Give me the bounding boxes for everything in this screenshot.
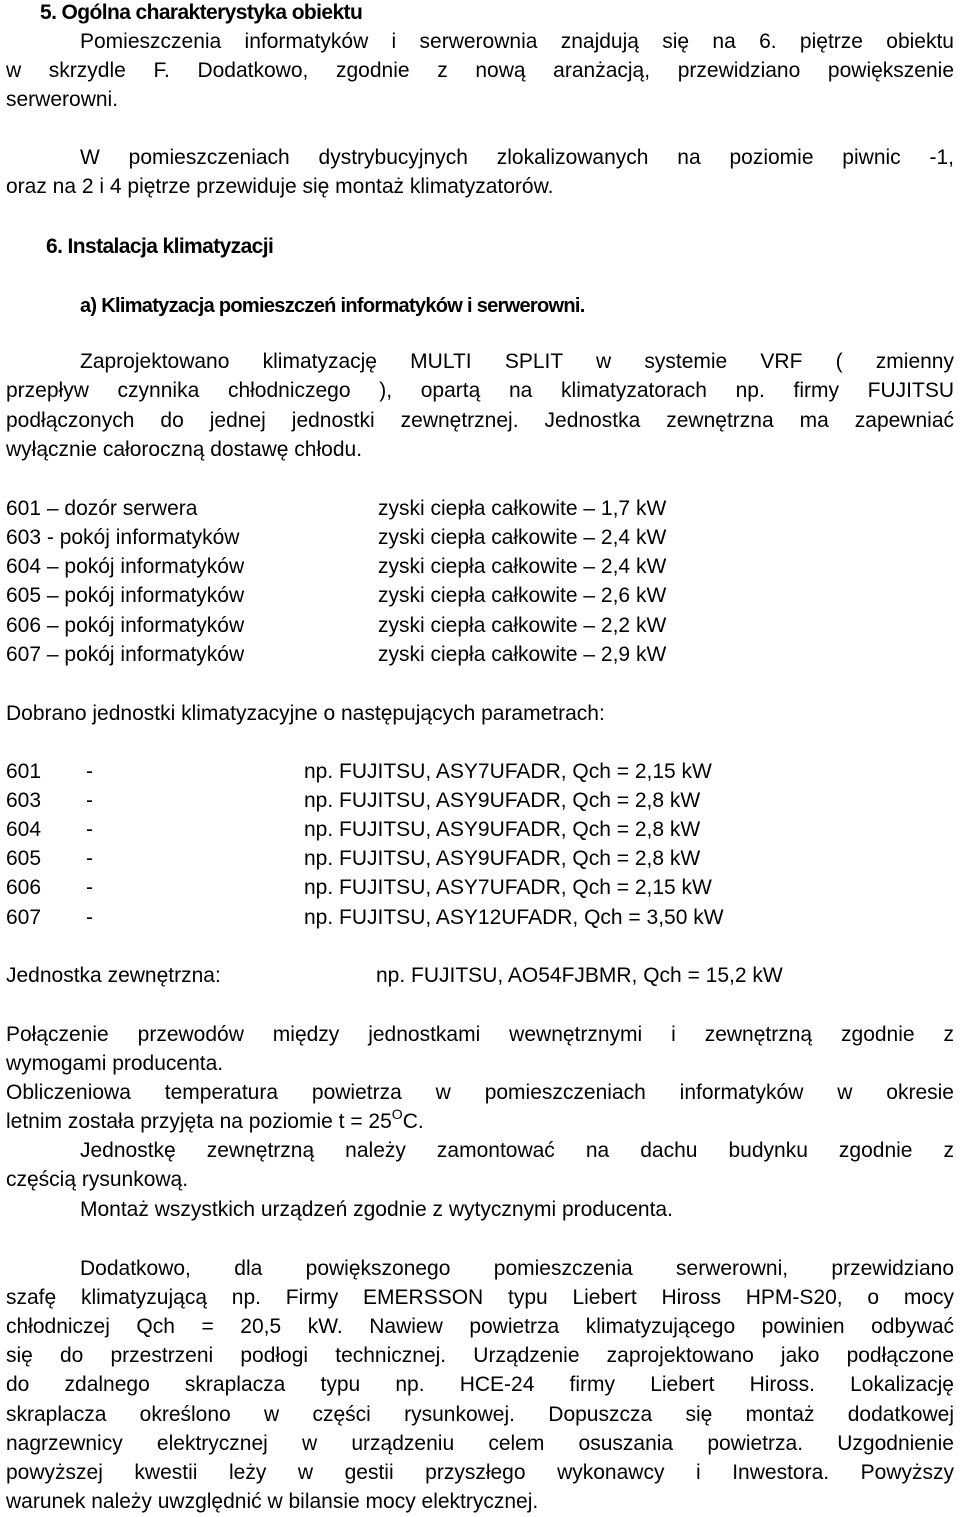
paragraph-line: Montaż wszystkich urządzeń zgodnie z wytycznymi producenta. xyxy=(80,1198,673,1221)
unit-room: 607 xyxy=(6,906,42,929)
unit-spec: np. FUJITSU, ASY9UFADR, Qch = 2,8 kW xyxy=(304,847,701,870)
heat-gain-value: zyski ciepła całkowite – 2,6 kW xyxy=(378,584,667,607)
paragraph-line: Obliczeniowa temperatura powietrza w pomieszczeniach informatyków w okresie xyxy=(6,1081,954,1104)
heat-gain-room: 606 – pokój informatyków xyxy=(6,614,245,637)
paragraph-line: nagrzewnicy elektrycznej w urządzeniu celem osuszania powietrza. Uzgodnienie xyxy=(6,1432,954,1455)
paragraph-line: Zaprojektowano klimatyzację MULTI SPLIT w systemie VRF ( zmienny xyxy=(80,350,954,373)
unit-spec: np. FUJITSU, ASY9UFADR, Qch = 2,8 kW xyxy=(304,789,701,812)
paragraph-line: W pomieszczeniach dystrybucyjnych zlokalizowanych na poziomie piwnic -1, xyxy=(80,146,954,169)
subsection-title: a) Klimatyzacja pomieszczeń informatyków i serwerowni. xyxy=(80,295,585,317)
outdoor-unit-label: Jednostka zewnętrzna: xyxy=(6,964,221,987)
unit-dash: - xyxy=(86,847,93,870)
unit-spec: np. FUJITSU, ASY12UFADR, Qch = 3,50 kW xyxy=(304,906,724,929)
temperature-text: letnim została przyjęta na poziomie t = 25 xyxy=(6,1110,392,1133)
degree-sup: O xyxy=(391,1106,403,1122)
paragraph-line: do zdalnego skraplacza typu np. HCE-24 firmy Liebert Hiross. Lokalizację xyxy=(6,1373,954,1396)
paragraph-line: wyłącznie całoroczną dostawę chłodu. xyxy=(6,438,363,461)
paragraph-line: warunek należy uwzględnić w bilansie mocy elektrycznej. xyxy=(6,1490,539,1513)
unit-spec: np. FUJITSU, ASY7UFADR, Qch = 2,15 kW xyxy=(304,760,712,783)
paragraph-line: serwerowni. xyxy=(6,88,119,111)
unit-room: 604 xyxy=(6,818,42,841)
paragraph-line: Jednostkę zewnętrzną należy zamontować na dachu budynku zgodnie z xyxy=(80,1139,954,1162)
unit-room: 606 xyxy=(6,876,42,899)
paragraph-line: szafę klimatyzującą np. Firmy EMERSSON typu Liebert Hiross HPM-S20, o mocy xyxy=(6,1286,954,1309)
unit-dash: - xyxy=(86,760,93,783)
unit-room: 603 xyxy=(6,789,42,812)
section-6-title: 6. Instalacja klimatyzacji xyxy=(46,235,274,258)
heat-gain-room: 604 – pokój informatyków xyxy=(6,555,245,578)
heat-gain-value: zyski ciepła całkowite – 1,7 kW xyxy=(378,497,667,520)
unit-room: 605 xyxy=(6,847,42,870)
paragraph-line: chłodniczej Qch = 20,5 kW. Nawiew powietrza klimatyzującego powinien odbywać xyxy=(6,1315,954,1338)
paragraph-line: częścią rysunkową. xyxy=(6,1168,189,1191)
unit-dash: - xyxy=(86,789,93,812)
unit-spec: np. FUJITSU, ASY7UFADR, Qch = 2,15 kW xyxy=(304,876,712,899)
paragraph-line-temperature xyxy=(6,1106,954,1135)
heat-gain-room: 605 – pokój informatyków xyxy=(6,584,245,607)
paragraph-line: przepływ czynnika chłodniczego ), opartą na klimatyzatorach np. firmy FUJITSU xyxy=(6,379,954,402)
paragraph-line: Dodatkowo, dla powiększonego pomieszczenia serwerowni, przewidziano xyxy=(80,1257,954,1280)
temperature-unit: C. xyxy=(402,1110,424,1133)
heat-gain-room: 601 – dozór serwera xyxy=(6,497,198,520)
heat-gain-room: 603 - pokój informatyków xyxy=(6,526,240,549)
unit-dash: - xyxy=(86,906,93,929)
heat-gain-value: zyski ciepła całkowite – 2,4 kW xyxy=(378,555,667,578)
paragraph-line: Pomieszczenia informatyków i serwerownia znajdują się na 6. piętrze obiektu xyxy=(80,30,954,53)
unit-room: 601 xyxy=(6,760,42,783)
heat-gain-value: zyski ciepła całkowite – 2,4 kW xyxy=(378,526,667,549)
paragraph-line: Połączenie przewodów między jednostkami wewnętrznymi i zewnętrzną zgodnie z xyxy=(6,1023,954,1046)
paragraph-line: w skrzydle F. Dodatkowo, zgodnie z nową aranżacją, przewidziano powiększenie xyxy=(6,59,954,82)
paragraph-line: skraplacza określono w części rysunkowej. Dopuszcza się montaż dodatkowej xyxy=(6,1403,954,1426)
paragraph-line: się do przestrzeni podłogi technicznej. Urządzenie zaprojektowano jako podłączone xyxy=(6,1344,954,1367)
heat-gain-value: zyski ciepła całkowite – 2,9 kW xyxy=(378,643,667,666)
paragraph-line: podłączonych do jednej jednostki zewnętrznej. Jednostka zewnętrzna ma zapewniać xyxy=(6,409,954,432)
section-5-title: 5. Ogólna charakterystyka obiektu xyxy=(40,1,363,24)
units-intro: Dobrano jednostki klimatyzacyjne o następujących parametrach: xyxy=(6,702,605,725)
heat-gain-value: zyski ciepła całkowite – 2,2 kW xyxy=(378,614,667,637)
paragraph-line: wymogami producenta. xyxy=(6,1052,224,1075)
unit-spec: np. FUJITSU, ASY9UFADR, Qch = 2,8 kW xyxy=(304,818,701,841)
unit-dash: - xyxy=(86,818,93,841)
paragraph-line: powyższej kwestii leży w gestii przyszłego wykonawcy i Inwestora. Powyższy xyxy=(6,1461,954,1484)
outdoor-unit-value: np. FUJITSU, AO54FJBMR, Qch = 15,2 kW xyxy=(376,964,783,987)
unit-dash: - xyxy=(86,876,93,899)
paragraph-line: oraz na 2 i 4 piętrze przewiduje się montaż klimatyzatorów. xyxy=(6,175,554,198)
heat-gain-room: 607 – pokój informatyków xyxy=(6,643,245,666)
